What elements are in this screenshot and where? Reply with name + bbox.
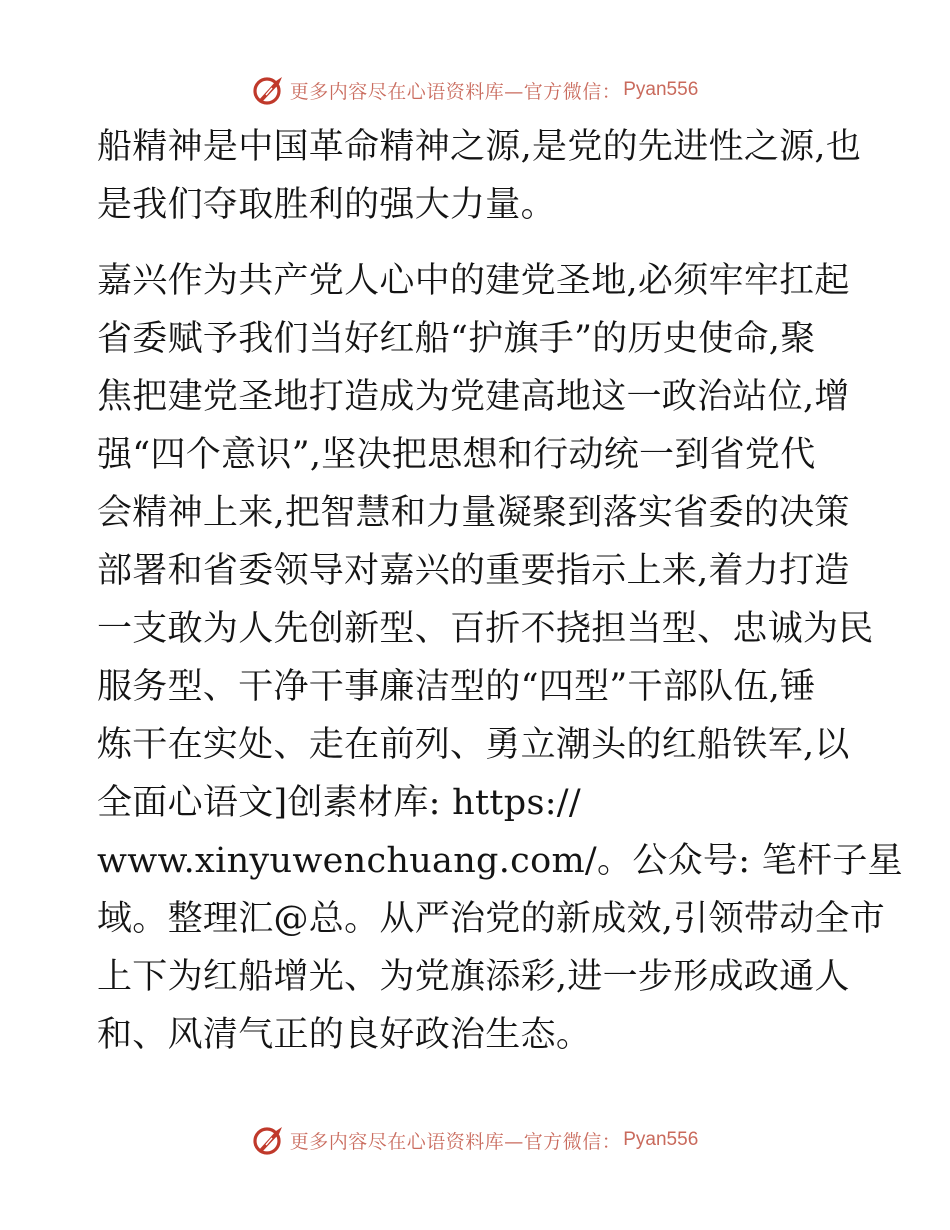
paragraph-2 [97, 252, 903, 1064]
quill-logo-icon [252, 73, 286, 107]
watermark-wechat-id: Pyan556 [623, 79, 699, 100]
text-line: 部署和省委领导对嘉兴的重要指示上来,着力打造 [97, 551, 850, 591]
footer-watermark [0, 1120, 950, 1160]
document-body [97, 118, 903, 1064]
text-line: 炼干在实处、走在前列、勇立潮头的红船铁军,以 [97, 725, 850, 765]
text-line: 一支敢为人先创新型、百折不挠担当型、忠诚为民 [97, 609, 874, 649]
text-line: 强“四个意识”,坚决把思想和行动统一到省党代 [97, 435, 816, 475]
watermark-wechat-id: Pyan556 [623, 1129, 699, 1150]
text-line: 上下为红船增光、为党旗添彩,进一步形成政通人 [97, 957, 850, 997]
text-line: 全面心语文]创素材库: https:// [97, 783, 581, 823]
header-watermark [0, 70, 950, 110]
watermark-text: 更多内容尽在心语资料库—官方微信： [289, 80, 622, 103]
text-line: 船精神是中国革命精神之源,是党的先进性之源,也 [97, 127, 862, 167]
text-line: 域。整理汇@总。从严治党的新成效,引领带动全市 [97, 899, 886, 939]
text-line: www.xinyuwenchuang.com/。公众号: 笔杆子星 [97, 841, 903, 881]
text-line: 省委赋予我们当好红船“护旗手”的历史使命,聚 [97, 319, 816, 359]
text-line: 嘉兴作为共产党人心中的建党圣地,必须牢牢扛起 [97, 261, 850, 301]
text-line: 焦把建党圣地打造成为党建高地这一政治站位,增 [97, 377, 850, 417]
text-line: 是我们夺取胜利的强大力量。 [97, 185, 556, 225]
text-line: 和、风清气正的良好政治生态。 [97, 1015, 592, 1055]
text-line: 会精神上来,把智慧和力量凝聚到落实省委的决策 [97, 493, 850, 533]
watermark-text: 更多内容尽在心语资料库—官方微信： [289, 1130, 622, 1153]
quill-logo-icon [252, 1123, 286, 1157]
paragraph-1 [97, 118, 867, 234]
text-line: 服务型、干净干事廉洁型的“四型”干部队伍,锤 [97, 667, 816, 707]
